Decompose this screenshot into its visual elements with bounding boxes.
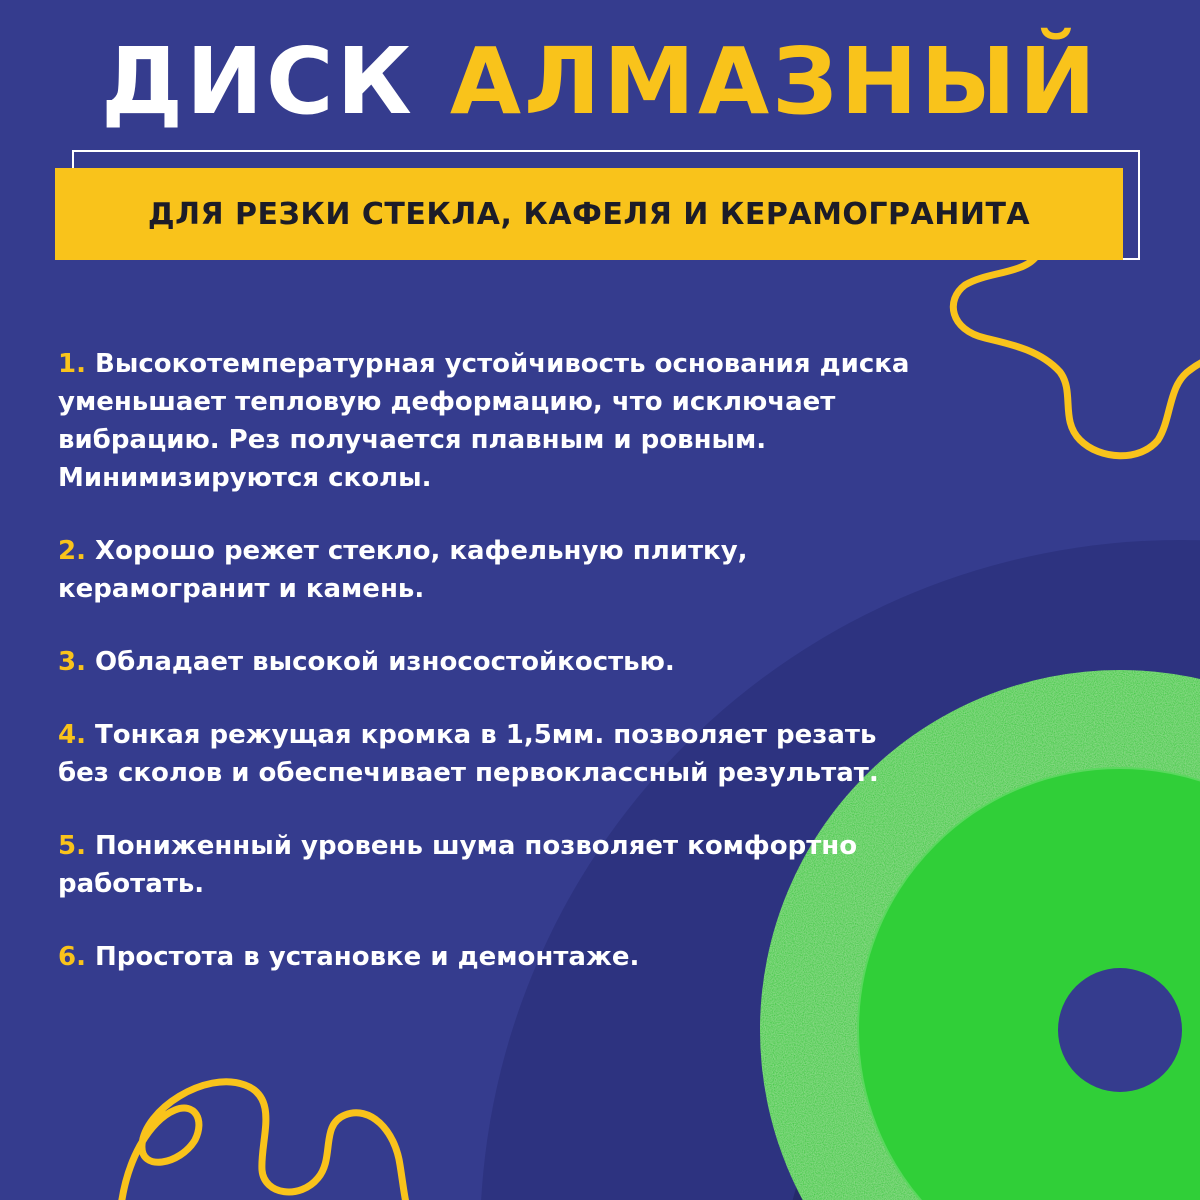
- feature-list: [58, 345, 918, 1011]
- feature-number: 4.: [58, 720, 86, 750]
- disc-center-hole: [1058, 968, 1182, 1092]
- feature-item-6: [58, 938, 918, 976]
- feature-number: 2.: [58, 536, 86, 566]
- subtitle-text: ДЛЯ РЕЗКИ СТЕКЛА, КАФЕЛЯ И КЕРАМОГРАНИТА: [147, 196, 1031, 232]
- squiggle-top-right: [953, 250, 1200, 456]
- feature-number: 6.: [58, 942, 86, 972]
- title-word-diamond: АЛМАЗНЫЙ: [449, 28, 1099, 135]
- title-word-disc: ДИСК: [101, 28, 415, 135]
- feature-text: Простота в установке и демонтаже.: [95, 942, 640, 972]
- feature-number: 1.: [58, 349, 86, 379]
- page-title: [0, 22, 1200, 142]
- subtitle-banner: [55, 168, 1123, 260]
- feature-number: 5.: [58, 831, 86, 861]
- feature-number: 3.: [58, 647, 86, 677]
- feature-item-3: [58, 643, 918, 681]
- feature-text: Высокотемпературная устойчивость основания диска уменьшает тепловую деформацию, что исключает вибрацию. Рез получается плавным и ровным. Минимизируются сколы.: [58, 349, 910, 493]
- squiggle-bottom-left: [120, 1082, 410, 1200]
- feature-item-2: [58, 532, 918, 608]
- feature-text: Обладает высокой износостойкостью.: [95, 647, 675, 677]
- feature-text: Пониженный уровень шума позволяет комфортно работать.: [58, 831, 858, 899]
- feature-item-1: [58, 345, 918, 497]
- feature-item-5: [58, 827, 918, 903]
- feature-item-4: [58, 716, 918, 792]
- feature-text: Тонкая режущая кромка в 1,5мм. позволяет резать без сколов и обеспечивает первоклассный результат.: [58, 720, 879, 788]
- feature-text: Хорошо режет стекло, кафельную плитку, керамогранит и камень.: [58, 536, 748, 604]
